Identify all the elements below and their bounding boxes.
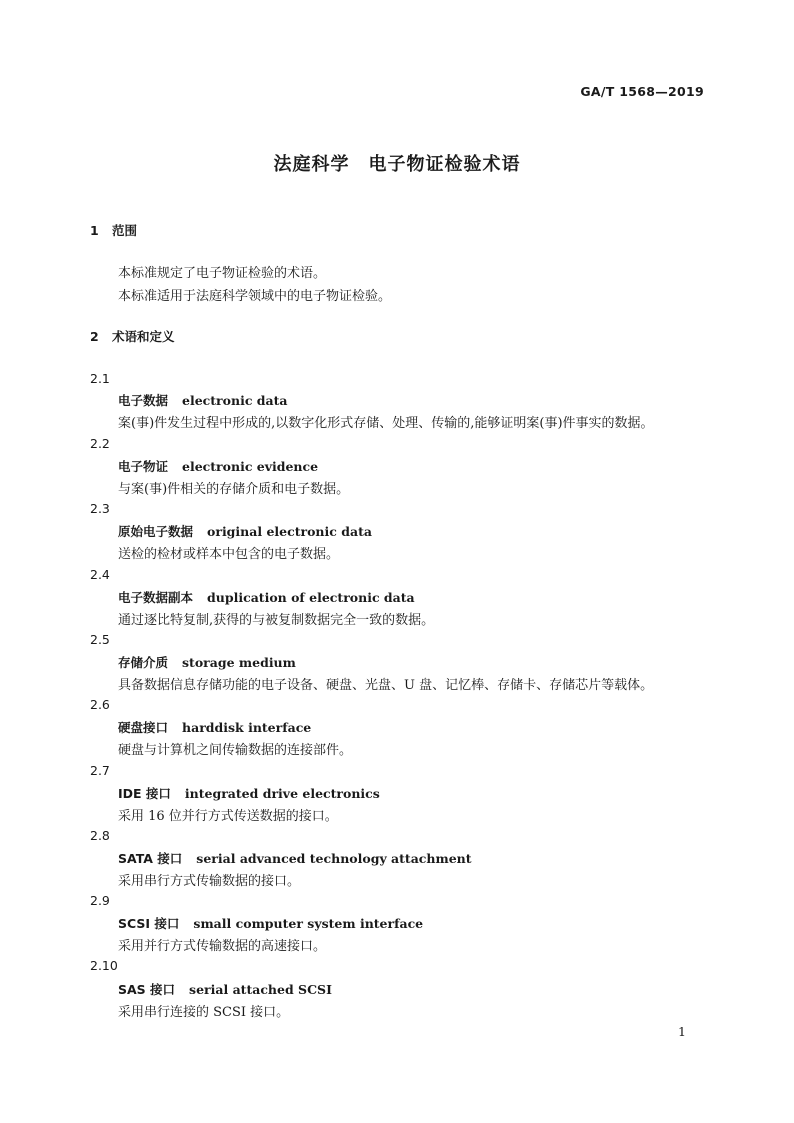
term-definition: 通过逐比特复制,获得的与被复制数据完全一致的数据。 — [118, 613, 435, 628]
section-number: 1 — [90, 223, 99, 238]
term-number: 2.4 — [90, 567, 110, 582]
term-number: 2.10 — [90, 958, 118, 973]
term-definition: 与案(事)件相关的存储介质和电子数据。 — [118, 482, 350, 497]
term-zh: 电子物证 — [118, 459, 169, 474]
term-number: 2.9 — [90, 893, 110, 908]
term-definition: 采用串行连接的 SCSI 接口。 — [118, 1005, 290, 1020]
section-title: 术语和定义 — [112, 329, 175, 344]
term-number: 2.1 — [90, 371, 110, 386]
scope-paragraph: 本标准适用于法庭科学领域中的电子物证检验。 — [118, 289, 392, 304]
term-zh: 硬盘接口 — [118, 720, 169, 735]
term-en: original electronic data — [207, 524, 372, 539]
term-zh: SCSI 接口 — [118, 916, 180, 931]
term-en: small computer system interface — [193, 916, 424, 931]
term-en: integrated drive electronics — [184, 786, 380, 801]
term-name — [118, 457, 318, 475]
section-number: 2 — [90, 329, 99, 344]
term-definition: 送检的检材或样本中包含的电子数据。 — [118, 547, 340, 562]
term-name — [118, 522, 372, 540]
term-zh: SATA 接口 — [118, 851, 183, 866]
term-definition: 案(事)件发生过程中形成的,以数字化形式存储、处理、传输的,能够证明案(事)件事实的数据。 — [118, 416, 654, 431]
term-zh: 电子数据 — [118, 393, 169, 408]
term-definition: 采用串行方式传输数据的接口。 — [118, 874, 301, 889]
term-en: electronic data — [182, 393, 288, 408]
section-heading-terms — [90, 327, 175, 345]
section-heading-scope — [90, 221, 137, 239]
term-en: serial advanced technology attachment — [196, 851, 472, 866]
term-definition: 采用 16 位并行方式传送数据的接口。 — [118, 809, 338, 824]
term-en: serial attached SCSI — [189, 982, 332, 997]
term-en: storage medium — [182, 655, 296, 670]
term-name — [118, 391, 288, 409]
term-en: electronic evidence — [182, 459, 319, 474]
term-number: 2.3 — [90, 501, 110, 516]
term-zh: 存储介质 — [118, 655, 169, 670]
term-name — [118, 980, 332, 998]
standard-code: GA/T 1568—2019 — [580, 84, 704, 99]
scope-paragraph: 本标准规定了电子物证检验的术语。 — [118, 266, 327, 281]
document-title: 法庭科学 电子物证检验术语 — [273, 154, 521, 175]
term-en: harddisk interface — [182, 720, 312, 735]
term-definition: 具备数据信息存储功能的电子设备、硬盘、光盘、U 盘、记忆棒、存储卡、存储芯片等载体。 — [118, 678, 654, 693]
term-definition: 硬盘与计算机之间传输数据的连接部件。 — [118, 743, 353, 758]
term-name — [118, 914, 423, 932]
term-zh: 原始电子数据 — [118, 524, 194, 539]
term-name — [118, 849, 472, 867]
term-definition: 采用并行方式传输数据的高速接口。 — [118, 939, 327, 954]
term-en: duplication of electronic data — [207, 590, 415, 605]
term-name — [118, 653, 296, 671]
section-title: 范围 — [112, 223, 138, 238]
term-number: 2.6 — [90, 697, 110, 712]
term-number: 2.2 — [90, 436, 110, 451]
term-name — [118, 588, 415, 606]
term-zh: SAS 接口 — [118, 982, 176, 997]
term-number: 2.7 — [90, 763, 110, 778]
term-number: 2.5 — [90, 632, 110, 647]
term-number: 2.8 — [90, 828, 110, 843]
term-zh: 电子数据副本 — [118, 590, 194, 605]
term-name — [118, 784, 380, 802]
term-zh: IDE 接口 — [118, 786, 171, 801]
term-name — [118, 718, 311, 736]
page-number: 1 — [678, 1024, 686, 1039]
